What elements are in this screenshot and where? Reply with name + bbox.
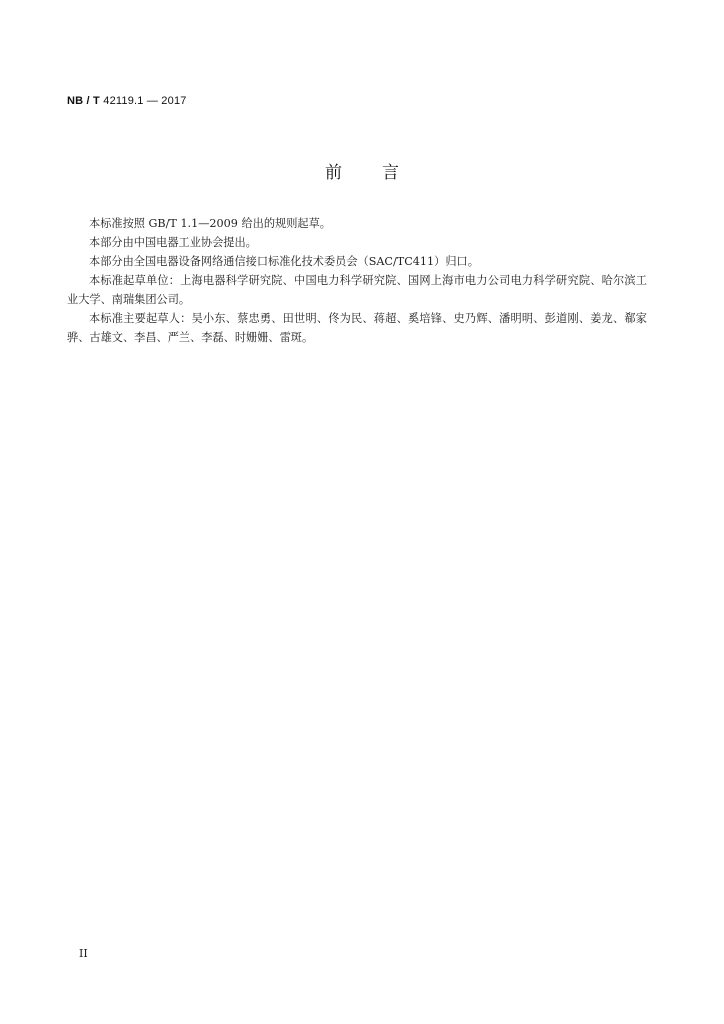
- document-code-number: 42119.1 — 2017: [103, 95, 187, 107]
- page-title: [0, 158, 724, 183]
- paragraph-drafting-rules: 本标准按照 GB/T 1.1—2009 给出的规则起草。: [89, 217, 331, 230]
- document-code-prefix: NB / T: [67, 95, 100, 107]
- paragraph-committee: 本部分由全国电器设备网络通信接口标准化技术委员会（SAC/TC411）归口。: [89, 255, 479, 268]
- paragraph-proposer: 本部分由中国电器工业协会提出。: [89, 236, 257, 249]
- page-number: II: [79, 947, 88, 960]
- paragraph-drafting-units: 本标准起草单位：上海电器科学研究院、中国电力科学研究院、国网上海市电力公司电力科学研究院、哈尔滨工业大学、南瑞集团公司。: [67, 274, 647, 306]
- page-title-char-2: 言: [382, 163, 399, 183]
- paragraph-drafters: 本标准主要起草人：吴小东、蔡忠勇、田世明、佟为民、蒋超、奚培锋、史乃辉、潘明明、彭道刚、姜龙、郗家骅、古雄文、李昌、严兰、李磊、时姗姗、雷斑。: [67, 312, 647, 344]
- page-title-char-1: 前: [325, 163, 342, 183]
- foreword-body: [67, 214, 647, 347]
- document-code: [67, 95, 187, 107]
